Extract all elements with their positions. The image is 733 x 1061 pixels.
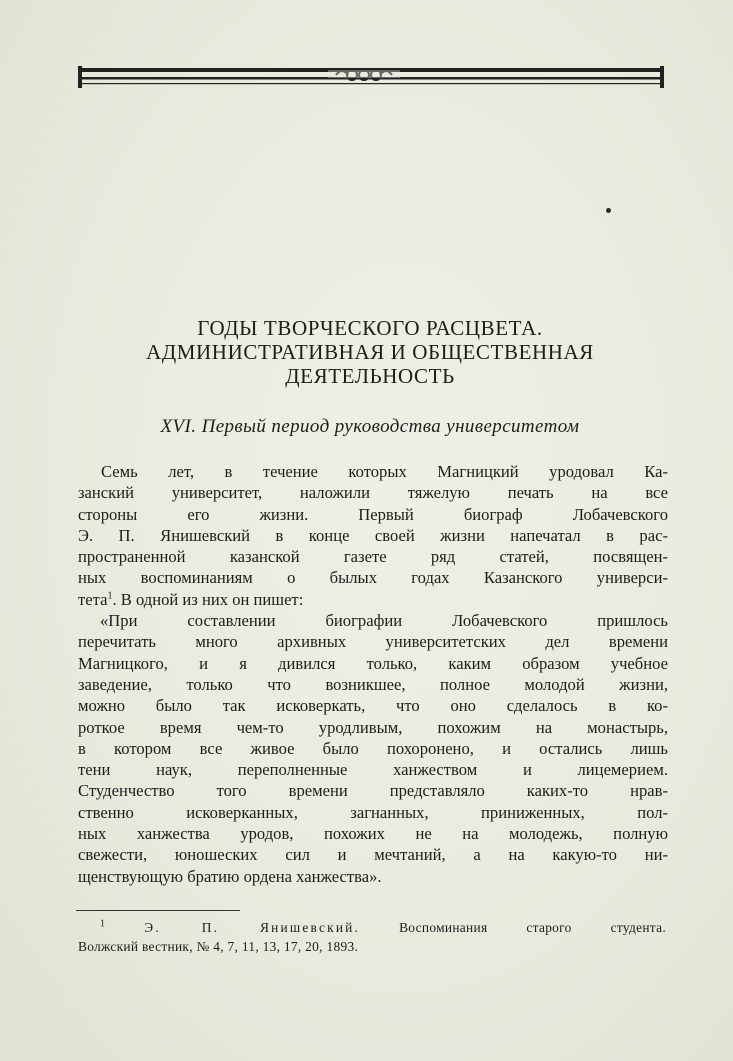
text-line: Студенчество того времени представляло каких-то нрав-	[78, 781, 668, 801]
footnote-line: Волжский вестник, № 4, 7, 11, 13, 17, 20, 1893.	[78, 939, 359, 954]
text-line	[100, 461, 668, 482]
text-line: можно было так исковеркать, что оно сделалось в ко-	[78, 696, 668, 716]
chapter-title	[60, 316, 680, 388]
footnote-line	[100, 918, 666, 937]
text-line: ных воспоминаниям о былых годах Казанского универси-	[78, 568, 668, 588]
text-line: тени наук, переполненные ханжеством и лицемерием.	[78, 760, 668, 780]
text-line-content: Семь лет, в течение которых Магницкий уродовал Ка-	[101, 462, 668, 481]
text-line: ных ханжества уродов, похожих не на молодежь, полную	[78, 824, 668, 844]
text-line: занский университет, наложили тяжелую печать на все	[78, 483, 668, 503]
section-heading: XVI. Первый период руководства университетом	[160, 416, 580, 437]
chapter-title-line: АДМИНИСТРАТИВНАЯ И ОБЩЕСТВЕННАЯ	[146, 340, 594, 364]
text-line: тета$^1$. В одной из них он пишет:	[78, 589, 304, 609]
text-line: «При составлении биографии Лобачевского пришлось	[100, 611, 668, 631]
paragraph-2	[78, 610, 668, 887]
main-text	[78, 461, 668, 887]
text-line: стороны его жизни. Первый биограф Лобачевского	[78, 504, 668, 524]
footnote-reference: 1	[107, 590, 113, 602]
footnote-marker: 1	[100, 918, 106, 930]
text-line: заведение, только что возникшее, полное молодой жизни,	[78, 674, 668, 694]
text-line: перечитать много архивных университетских дел времени	[78, 632, 668, 652]
chapter-title-line: ГОДЫ ТВОРЧЕСКОГО РАСЦВЕТА.	[197, 316, 543, 340]
text-line: ственно исковерканных, загнанных, приниженных, пол-	[78, 802, 668, 822]
text-fragment: В одной из них он пишет:	[120, 589, 304, 609]
footnote-author: Э. П. Янишевский.	[144, 920, 361, 935]
text-fragment: тета	[78, 589, 108, 609]
footnote-rule	[76, 910, 240, 911]
footnote	[78, 918, 666, 956]
text-line: щенствующую братию ордена ханжества».	[78, 866, 382, 886]
ornamental-headpiece	[78, 64, 664, 90]
text-line: в котором все живое было похоронено, и остались лишь	[78, 738, 668, 758]
text-line: свежести, юношеских сил и мечтаний, а на какую-то ни-	[78, 845, 668, 865]
text-line: роткое время чем-то уродливым, похожим на монастырь,	[78, 717, 668, 737]
paragraph-1	[78, 461, 668, 610]
text-line: Э. П. Янишевский в конце своей жизни напечатал в рас-	[78, 525, 668, 545]
text-line: Магницкого, и я дивился только, каким образом учебное	[78, 653, 668, 673]
chapter-title-line: ДЕЯТЕЛЬНОСТЬ	[285, 364, 455, 388]
footnote-text: Воспоминания старого студента.	[399, 920, 666, 935]
print-speck	[606, 208, 611, 213]
text-line: пространенной казанской газете ряд статей, посвящен-	[78, 547, 668, 567]
